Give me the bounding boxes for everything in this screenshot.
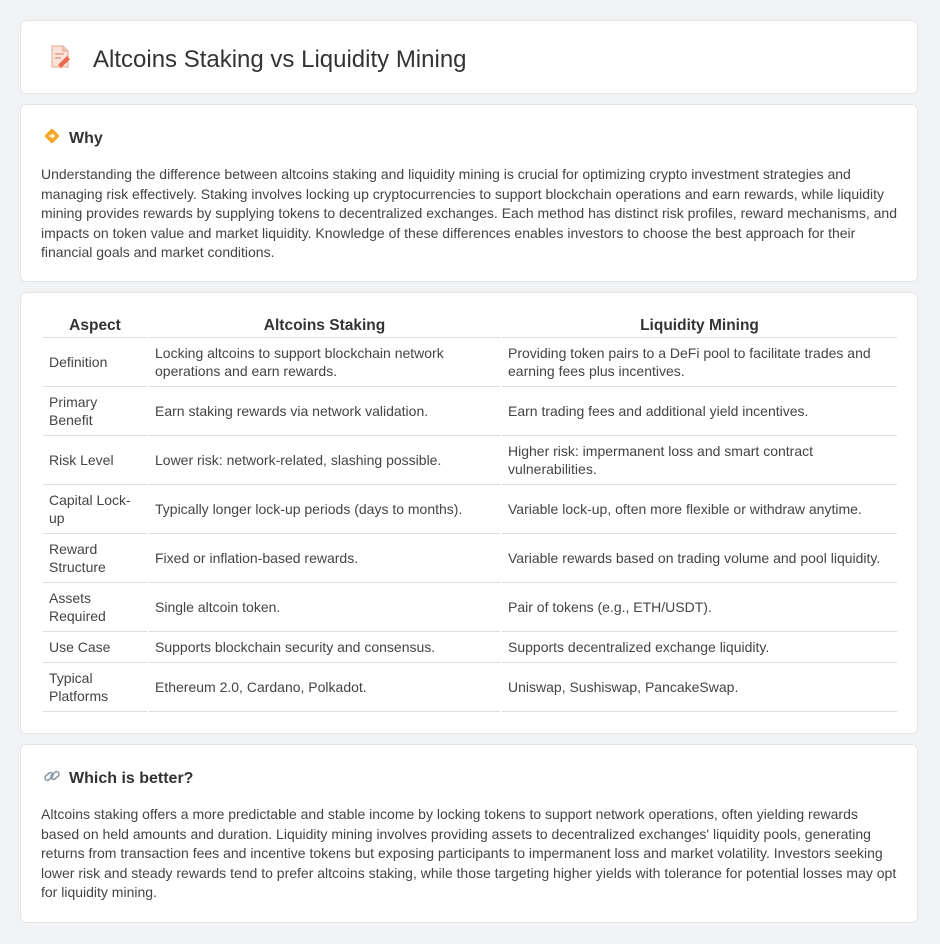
comparison-table <box>41 315 899 712</box>
table-row <box>43 632 897 663</box>
header-aspect: Aspect <box>43 315 147 338</box>
table-header-row <box>43 315 897 338</box>
why-heading: Why <box>69 129 103 147</box>
cell-mining: Providing token pairs to a DeFi pool to facilitate trades and earning fees plus incentives. <box>502 338 897 387</box>
header-liquidity-mining: Liquidity Mining <box>502 315 897 338</box>
table-row <box>43 485 897 534</box>
cell-mining: Variable rewards based on trading volume and pool liquidity. <box>502 534 897 583</box>
cell-staking: Ethereum 2.0, Cardano, Polkadot. <box>149 663 500 712</box>
cell-mining: Uniswap, Sushiswap, PancakeSwap. <box>502 663 897 712</box>
header-altcoins-staking: Altcoins Staking <box>149 315 500 338</box>
table-row <box>43 436 897 485</box>
cell-staking: Fixed or inflation-based rewards. <box>149 534 500 583</box>
cell-mining: Higher risk: impermanent loss and smart contract vulnerabilities. <box>502 436 897 485</box>
cell-mining: Earn trading fees and additional yield incentives. <box>502 387 897 436</box>
cell-mining: Pair of tokens (e.g., ETH/USDT). <box>502 583 897 632</box>
cell-staking: Supports blockchain security and consensus. <box>149 632 500 663</box>
cell-staking: Single altcoin token. <box>149 583 500 632</box>
which-is-better-heading: Which is better? <box>69 769 194 787</box>
table-row <box>43 534 897 583</box>
cell-aspect: Reward Structure <box>43 534 147 583</box>
comparison-table-card <box>20 292 918 734</box>
cell-aspect: Risk Level <box>43 436 147 485</box>
table-row <box>43 387 897 436</box>
cell-mining: Variable lock-up, often more flexible or withdraw anytime. <box>502 485 897 534</box>
table-row <box>43 338 897 387</box>
why-section <box>20 104 918 282</box>
cell-staking: Earn staking rewards via network validation. <box>149 387 500 436</box>
table-row <box>43 663 897 712</box>
cell-aspect: Use Case <box>43 632 147 663</box>
diamond-sign-icon <box>43 127 61 150</box>
cell-aspect: Assets Required <box>43 583 147 632</box>
document-pencil-icon <box>47 44 73 75</box>
which-is-better-section <box>20 744 918 923</box>
cell-aspect: Primary Benefit <box>43 387 147 436</box>
link-icon <box>43 767 61 790</box>
cell-staking: Typically longer lock-up periods (days to months). <box>149 485 500 534</box>
cell-staking: Lower risk: network-related, slashing possible. <box>149 436 500 485</box>
why-text: Understanding the difference between altcoins staking and liquidity mining is crucial for optimizing crypto investment strategies and managing risk effectively. Staking involves locking up cryptocurrencies to support blockchain operations and earn rewards, while liquidity mining provides rewards by supplying tokens to decentralized exchanges. Each method has distinct risk profiles, reward mechanisms, and impacts on token value and market liquidity. Knowledge of these differences enables investors to choose the best approach for their financial goals and market conditions. <box>41 166 897 260</box>
cell-aspect: Typical Platforms <box>43 663 147 712</box>
page-title: Altcoins Staking vs Liquidity Mining <box>93 45 467 73</box>
cell-staking: Locking altcoins to support blockchain network operations and earn rewards. <box>149 338 500 387</box>
table-row <box>43 583 897 632</box>
cell-mining: Supports decentralized exchange liquidity. <box>502 632 897 663</box>
title-card <box>20 20 918 94</box>
cell-aspect: Definition <box>43 338 147 387</box>
which-is-better-text: Altcoins staking offers a more predictable and stable income by locking tokens to support network operations, often yielding rewards based on held amounts and duration. Liquidity mining involves providing assets to decentralized exchanges' liquidity pools, generating returns from transaction fees and incentive tokens but exposing participants to impermanent loss and market volatility. Investors seeking lower risk and steady rewards tend to prefer altcoins staking, while those targeting higher yields with tolerance for potential losses may opt for liquidity mining. <box>41 806 897 900</box>
cell-aspect: Capital Lock-up <box>43 485 147 534</box>
